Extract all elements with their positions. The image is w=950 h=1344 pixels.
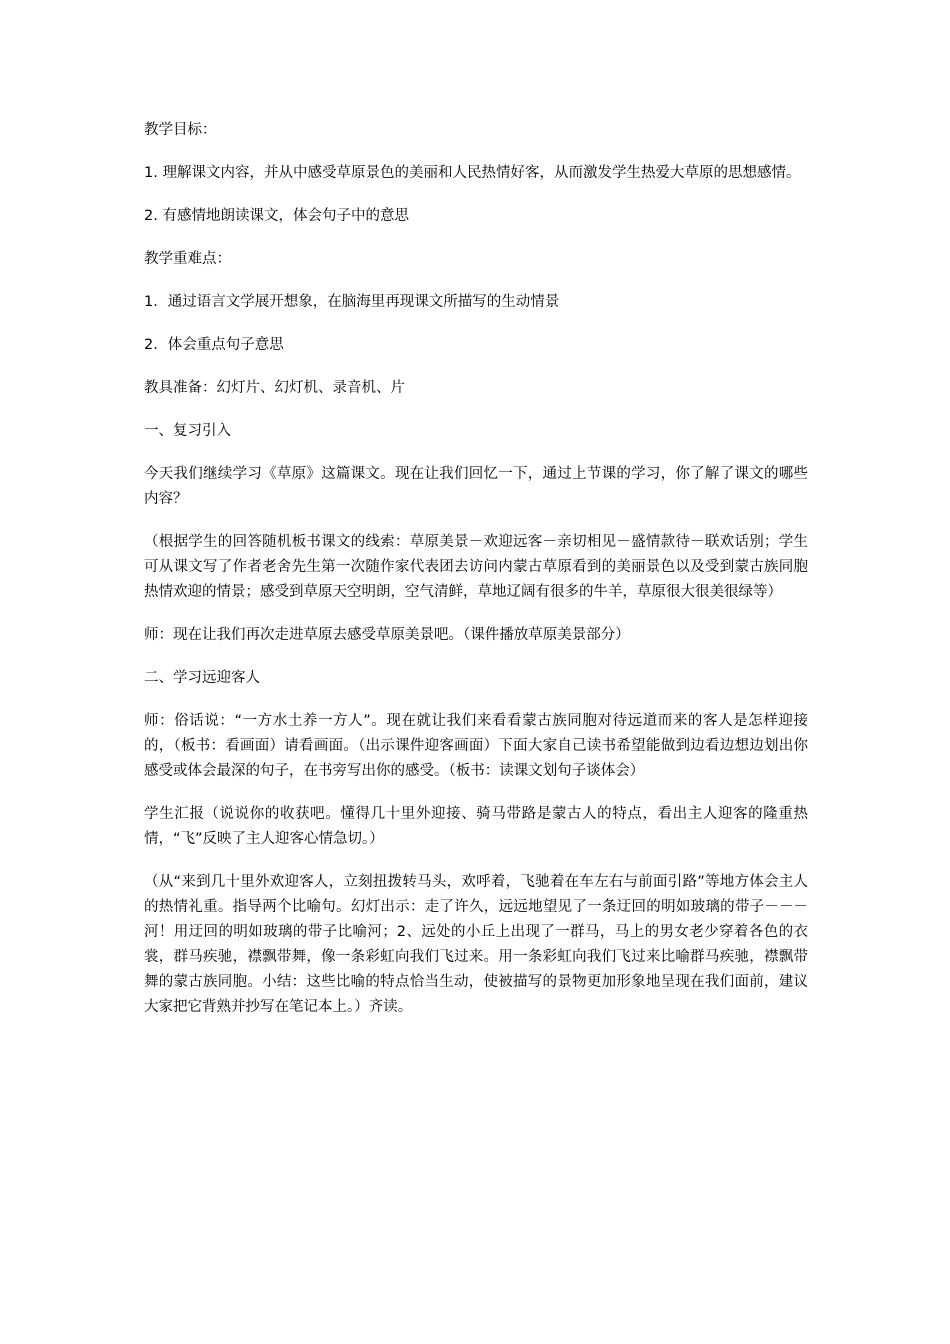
heading-key-points: 教学重难点： xyxy=(144,251,231,267)
section-2-paragraph-1: 师：俗话说：“一方水土养一方人”。现在就让我们来看看蒙古族同胞对待远道而来的客人是怎样迎接的，（板书：看画面）请看画面。（出示课件迎客画面）下面大家自己读书希望能做到边看边想边划出你感受或体会最深的句子，在书旁写出你的感受。（板书：读课文划句子谈体会） xyxy=(144,713,808,779)
section-1-paragraph-1: 今天我们继续学习《草原》这篇课文。现在让我们回忆一下，通过上节课的学习，你了解了课文的哪些内容？ xyxy=(144,466,808,507)
goal-item-2: 2. 有感情地朗读课文，体会句子中的意思 xyxy=(144,208,409,224)
section-2-paragraph-3: （从“来到几十里外欢迎客人，立刻扭拨转马头，欢呼着，飞驰着在车左右与前面引路”等地方体会主人的热情礼重。指导两个比喻句。幻灯出示：走了许久，远远地望见了一条迂回的明如玻璃的带子－－－河！用迂回的明如玻璃的带子比喻河；2、远处的小丘上出现了一群马，马上的男女老少穿着各色的衣裳，群马疾驰，襟飘带舞，像一条彩虹向我们飞过来。用一条彩虹向我们飞过来比喻群马疾驰，襟飘带舞的蒙古族同胞。小结：这些比喻的特点恰当生动，使被描写的景物更加形象地呈现在我们面前，建议大家把它背熟并抄写在笔记本上。）齐读。 xyxy=(144,874,808,1015)
key-point-2: 2．体会重点句子意思 xyxy=(144,337,284,353)
section-1-paragraph-3: 师：现在让我们再次走进草原去感受草原美景吧。（课件播放草原美景部分） xyxy=(144,627,630,643)
teaching-aids: 教具准备：幻灯片、幻灯机、录音机、片 xyxy=(144,380,405,396)
section-2-heading: 二、学习远迎客人 xyxy=(144,670,260,686)
key-point-1: 1．通过语言文学展开想象，在脑海里再现课文所描写的生动情景 xyxy=(144,294,560,310)
section-1-heading: 一、复习引入 xyxy=(144,423,231,439)
section-2-paragraph-2: 学生汇报（说说你的收获吧。懂得几十里外迎接、骑马带路是蒙古人的特点，看出主人迎客的隆重热情，“飞”反映了主人迎客心情急切。） xyxy=(144,806,808,847)
section-1-paragraph-2: （根据学生的回答随机板书课文的线索：草原美景－欢迎远客－亲切相见－盛情款待－联欢话别；学生可从课文写了作者老舍先生第一次随作家代表团去访问内蒙古草原看到的美丽景色以及受到蒙古族同胞热情欢迎的情景；感受到草原天空明朗，空气清鲜，草地辽阔有很多的牛羊，草原很大很美很绿等） xyxy=(144,534,808,600)
heading-teaching-goals: 教学目标： xyxy=(144,122,217,138)
goal-item-1: 1. 理解课文内容，并从中感受草原景色的美丽和人民热情好客，从而激发学生热爱大草原的思想感情。 xyxy=(144,165,801,181)
document-page xyxy=(144,118,808,1038)
